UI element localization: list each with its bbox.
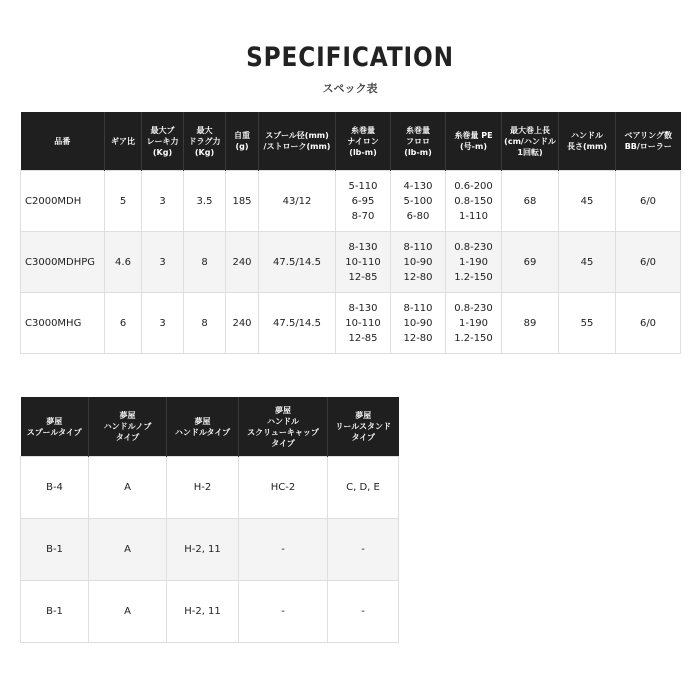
parts-header-label: リールスタンド — [335, 422, 392, 431]
spec-header-label: ギア比 — [111, 136, 135, 146]
spec-header-label: 最大 — [196, 125, 213, 135]
spec-cell — [391, 232, 446, 293]
spec-cell: 45 — [559, 171, 616, 232]
parts-row — [21, 457, 399, 519]
page-title: SPECIFICATION — [246, 42, 454, 73]
spec-cell: C3000MDHPG — [21, 232, 105, 293]
parts-header-label: 夢屋 — [119, 411, 136, 420]
spec-cell-line: 6-95 — [351, 195, 375, 207]
spec-header-label: レーキ力 — [146, 136, 179, 146]
parts-header-label: ハンドルノブ — [103, 422, 152, 431]
spec-cell: 6/0 — [616, 232, 681, 293]
spec-cell-line: 1-110 — [458, 210, 489, 222]
spec-cell: 8 — [184, 232, 226, 293]
spec-cell-line: 10-110 — [345, 256, 381, 268]
spec-header-label: フロロ — [406, 136, 430, 146]
spec-cell: 6 — [105, 293, 142, 354]
spec-header-label: 長さ(mm) — [567, 142, 607, 151]
spec-header-cell — [559, 112, 616, 171]
spec-row — [21, 171, 681, 232]
spec-cell: 43/12 — [259, 171, 336, 232]
spec-header-cell — [391, 112, 446, 171]
parts-header-label: 夢屋 — [275, 405, 291, 415]
spec-cell-line: 1.2-150 — [454, 332, 493, 344]
spec-cell-line: 8-110 — [403, 302, 433, 314]
spec-cell: C2000MDH — [21, 171, 105, 232]
spec-header-label: /ストローク(mm) — [263, 142, 331, 151]
spec-cell — [336, 232, 391, 293]
parts-header-label: 夢屋 — [46, 416, 63, 426]
parts-header-row — [21, 397, 399, 457]
spec-header-label: BB/ローラー — [624, 142, 672, 151]
spec-header-label: 最大巻上長 — [510, 125, 550, 135]
spec-cell-line: 4-130 — [403, 180, 433, 192]
spec-cell: 89 — [502, 293, 559, 354]
parts-cell: A — [89, 457, 167, 519]
parts-header-cell — [239, 397, 328, 457]
spec-header-label: (lb-m) — [349, 147, 377, 157]
spec-cell: 3 — [142, 232, 184, 293]
parts-header-label: 夢屋 — [194, 416, 211, 426]
spec-cell-line: 5-110 — [348, 180, 378, 192]
page-subtitle: スペック表 — [322, 82, 378, 95]
spec-header-label: ハンドル — [571, 131, 603, 140]
spec-cell: 3 — [142, 171, 184, 232]
parts-cell: - — [328, 581, 399, 643]
spec-header-label: 糸巻量 PE — [454, 131, 493, 140]
parts-header-cell — [89, 397, 167, 457]
spec-cell — [336, 171, 391, 232]
spec-body — [21, 171, 681, 354]
parts-header-label: スプールタイプ — [26, 427, 82, 437]
parts-cell: H-2, 11 — [167, 519, 239, 581]
spec-cell: 3.5 — [184, 171, 226, 232]
spec-header-cell — [336, 112, 391, 171]
spec-cell: C3000MHG — [21, 293, 105, 354]
spec-cell: 8 — [184, 293, 226, 354]
spec-cell: 185 — [226, 171, 259, 232]
spec-cell-line: 10-110 — [345, 317, 381, 329]
spec-header-label: 最大ブ — [150, 125, 175, 135]
spec-header-label: 糸巻量 — [406, 125, 430, 135]
parts-header-label: タイプ — [115, 433, 140, 442]
spec-header-label: 自重 — [234, 131, 250, 140]
spec-cell-line: 6-80 — [406, 210, 430, 222]
parts-header-cell — [167, 397, 239, 457]
parts-row — [21, 519, 399, 581]
parts-cell: - — [328, 519, 399, 581]
parts-cell: HC-2 — [239, 457, 328, 519]
spec-cell-line: 8-70 — [351, 210, 375, 222]
spec-cell: 69 — [502, 232, 559, 293]
parts-header-label: ハンドルタイプ — [174, 427, 231, 437]
spec-cell-line: 8-130 — [348, 302, 378, 314]
parts-cell: B-4 — [21, 457, 89, 519]
spec-cell: 240 — [226, 293, 259, 354]
parts-cell: C, D, E — [328, 457, 399, 519]
spec-header-label: 品番 — [54, 136, 71, 146]
spec-cell: 55 — [559, 293, 616, 354]
spec-header-label: 1回転) — [517, 147, 543, 157]
spec-cell-line: 12-80 — [403, 332, 433, 344]
spec-header-label: (cm/ハンドル — [504, 136, 556, 146]
spec-header-cell — [105, 112, 142, 171]
spec-header-cell — [502, 112, 559, 171]
spec-cell: 4.6 — [105, 232, 142, 293]
spec-cell: 6/0 — [616, 293, 681, 354]
parts-body — [21, 457, 399, 643]
parts-cell: A — [89, 519, 167, 581]
spec-cell — [336, 293, 391, 354]
parts-header-label: スクリューキャップ — [247, 427, 319, 437]
parts-cell: B-1 — [21, 581, 89, 643]
parts-header-cell — [21, 397, 89, 457]
spec-header-label: ドラグ力 — [188, 136, 221, 146]
spec-cell-line: 8-110 — [403, 241, 433, 253]
spec-cell: 47.5/14.5 — [259, 232, 336, 293]
parts-cell: A — [89, 581, 167, 643]
parts-header-label: タイプ — [351, 433, 376, 442]
spec-cell: 68 — [502, 171, 559, 232]
parts-header-label: ハンドル — [267, 416, 299, 426]
spec-header-cell — [616, 112, 681, 171]
spec-header-label: (Kg) — [152, 147, 173, 157]
spec-cell — [446, 171, 502, 232]
spec-cell: 5 — [105, 171, 142, 232]
spec-cell — [446, 293, 502, 354]
spec-cell-line: 1.2-150 — [454, 271, 493, 283]
parts-header-cell — [328, 397, 399, 457]
spec-row — [21, 293, 681, 354]
spec-cell-line: 1-190 — [458, 256, 489, 268]
spec-cell-line: 12-80 — [403, 271, 433, 283]
spec-header-cell — [446, 112, 502, 171]
parts-header-label: タイプ — [271, 438, 295, 448]
spec-cell-line: 0.8-230 — [454, 241, 493, 253]
parts-cell: H-2 — [167, 457, 239, 519]
spec-header-label: (号-m) — [460, 142, 487, 151]
spec-header-label: ベアリング数 — [624, 131, 673, 140]
spec-cell-line: 10-90 — [403, 256, 433, 268]
spec-cell: 6/0 — [616, 171, 681, 232]
spec-cell: 3 — [142, 293, 184, 354]
spec-cell-line: 10-90 — [403, 317, 433, 329]
spec-cell: 47.5/14.5 — [259, 293, 336, 354]
spec-cell — [391, 171, 446, 232]
spec-header-label: ナイロン — [347, 136, 379, 146]
spec-header-label: (Kg) — [194, 147, 215, 157]
spec-cell-line: 12-85 — [348, 332, 378, 344]
spec-header-cell — [226, 112, 259, 171]
parts-header-label: 夢屋 — [355, 411, 372, 420]
spec-header-label: (g) — [235, 142, 249, 151]
spec-cell — [446, 232, 502, 293]
spec-header-cell — [142, 112, 184, 171]
spec-cell-line: 0.6-200 — [454, 180, 493, 192]
spec-cell — [391, 293, 446, 354]
spec-cell-line: 0.8-150 — [454, 195, 493, 207]
spec-header-cell — [184, 112, 226, 171]
spec-cell: 45 — [559, 232, 616, 293]
spec-header-label: スプール径(mm) — [265, 131, 329, 140]
spec-header-label: 糸巻量 — [351, 125, 375, 135]
parts-table — [20, 397, 399, 643]
parts-cell: - — [239, 581, 328, 643]
spec-header-row — [21, 112, 681, 171]
parts-cell: - — [239, 519, 328, 581]
spec-cell-line: 1-190 — [458, 317, 489, 329]
parts-cell: B-1 — [21, 519, 89, 581]
spec-cell-line: 12-85 — [348, 271, 378, 283]
spec-header-cell — [259, 112, 336, 171]
spec-table — [20, 112, 681, 354]
spec-cell-line: 5-100 — [403, 195, 433, 207]
spec-cell-line: 8-130 — [348, 241, 378, 253]
spec-row — [21, 232, 681, 293]
spec-cell-line: 0.8-230 — [454, 302, 493, 314]
spec-header-label: (lb-m) — [404, 147, 432, 157]
spec-header-cell — [21, 112, 105, 171]
spec-cell: 240 — [226, 232, 259, 293]
parts-cell: H-2, 11 — [167, 581, 239, 643]
parts-row — [21, 581, 399, 643]
